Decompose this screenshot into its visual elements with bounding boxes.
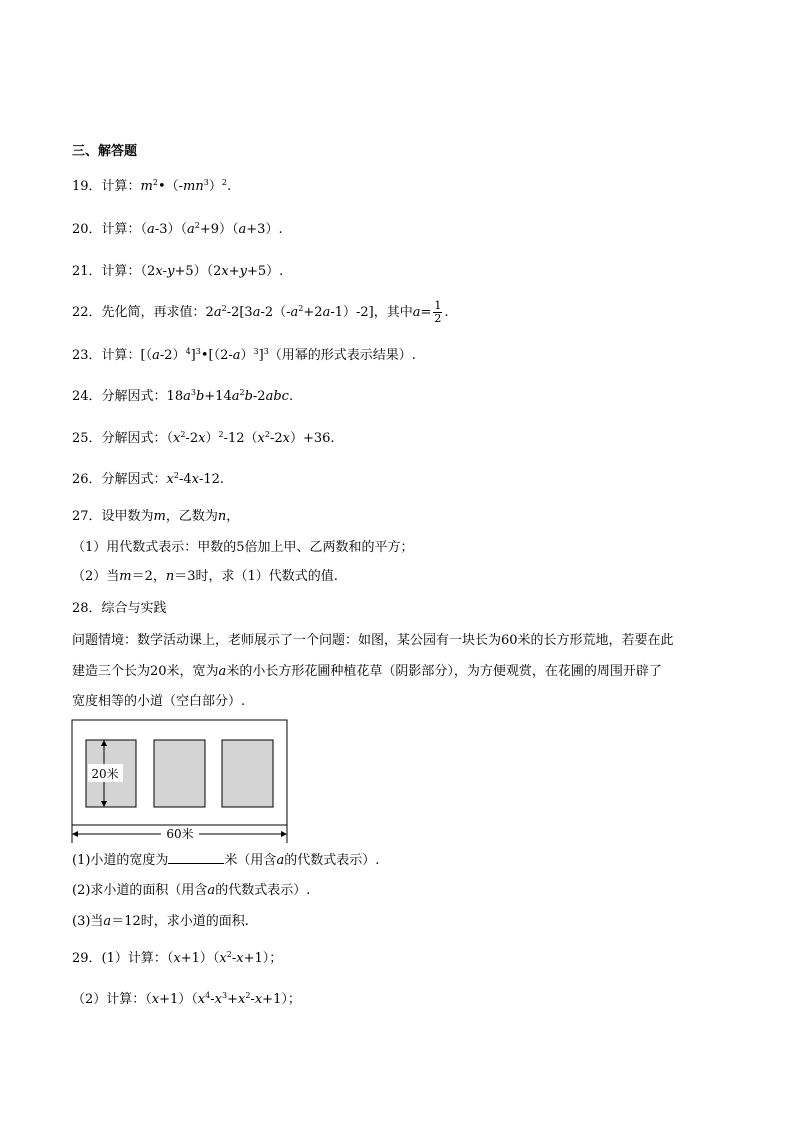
question-22: 22．先化简，再求值：$2a^2-2[3a-2(-a^2+2a-1)-2]$，其中a= $\frac{1}{2}$ . bbox=[72, 299, 449, 325]
question-28-context-line-2: 建造三个长为20米，宽为a米的小长方形花圃种植花草（阴影部分），为方便观赏，在花圃的周围开辟了 bbox=[72, 664, 662, 679]
question-26: 26．分解因式：$x^2-4x-12$. bbox=[72, 471, 225, 487]
question-23: 23．计算：$[(a-2)^4]^3•[(2-a)^3]^3$（用幂的形式表示结果）. bbox=[72, 347, 416, 363]
garden-plot-diagram bbox=[71, 719, 293, 845]
question-24: 24．分解因式：$18a^3b+14a^2b-2abc$. bbox=[72, 388, 294, 404]
answer-blank[interactable] bbox=[168, 851, 224, 864]
flower-bed-2 bbox=[154, 740, 205, 807]
question-28-subquestion-3: (3)当a＝12时，求小道的面积. bbox=[72, 914, 249, 929]
question-28-context-line-1: 问题情境：数学活动课上，老师展示了一个问题：如图，某公园有一块长为60米的长方形荒地，若要在此 bbox=[72, 633, 674, 648]
question-27-part-1: （1）用代数式表示：甲数的5倍加上甲、乙两数和的平方； bbox=[72, 540, 414, 555]
width-label: 60米 bbox=[166, 827, 194, 841]
question-28-title: 28．综合与实践 bbox=[72, 601, 167, 616]
garden-plot-figure bbox=[71, 719, 293, 849]
question-27-part-2: （2）当m＝2，n＝3时，求（1）代数式的值. bbox=[72, 569, 338, 584]
question-21: 21．计算：（2x-y+5）（2x+y+5）. bbox=[72, 264, 284, 279]
section-title: 三、解答题 bbox=[72, 144, 138, 159]
height-label: 20米 bbox=[91, 767, 119, 781]
question-28-subquestion-2: (2)求小道的面积（用含a的代数式表示）. bbox=[72, 883, 311, 898]
question-28-subquestion-1: (1)小道的宽度为 米（用含a的代数式表示）. bbox=[72, 853, 380, 868]
question-29-part-2: （2）计算：$(x+1)(x^4-x^3+x^2-x+1)$； bbox=[72, 991, 301, 1007]
question-19: 19．计算：$m^2•(-mn^3)^2$. bbox=[72, 178, 232, 194]
question-27: 27．设甲数为m，乙数为n， bbox=[72, 509, 240, 524]
question-29-part-1: 29．(1）计算：$(x+1)(x^2-x+1)$； bbox=[72, 950, 283, 966]
flower-bed-3 bbox=[222, 740, 273, 807]
question-25: 25．分解因式：$(x^2-2x)^2-12(x^2-2x)+36$. bbox=[72, 430, 335, 446]
fraction-one-half: $\frac{1}{2}$ bbox=[434, 299, 442, 325]
question-20: 20．计算：$(a-3)(a^2+9)(a+3)$. bbox=[72, 221, 283, 237]
question-28-context-line-3: 宽度相等的小道（空白部分）. bbox=[72, 694, 246, 709]
